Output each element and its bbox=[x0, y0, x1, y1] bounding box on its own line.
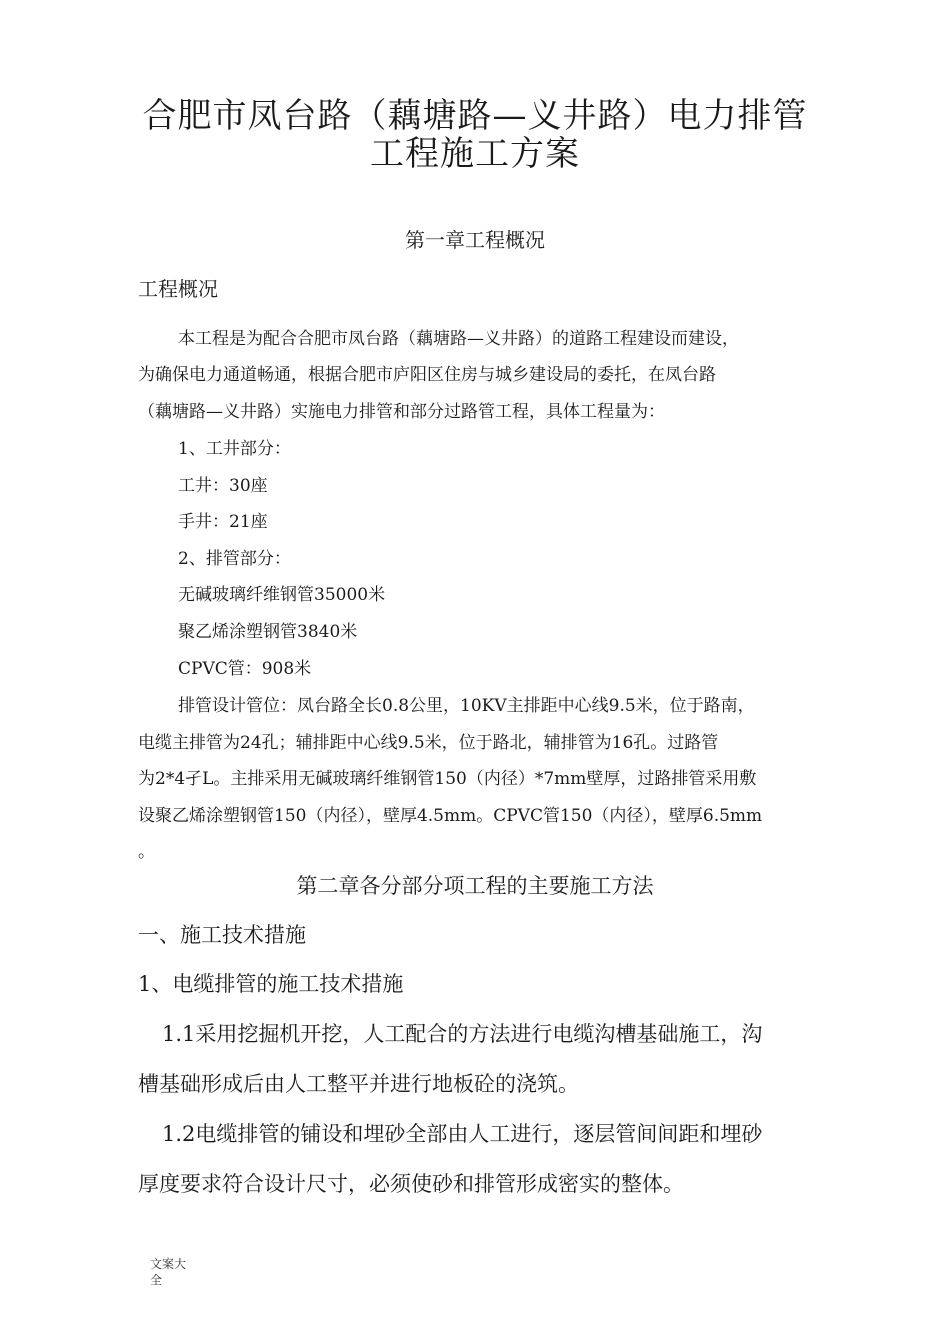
document-title-line2: 工程施工方案 bbox=[370, 134, 580, 174]
chapter2-heading: 第二章各分部分项工程的主要施工方法 bbox=[296, 874, 654, 898]
section-heading-overview: 工程概况 bbox=[138, 277, 218, 301]
page-footer: 文案大全 bbox=[150, 1257, 187, 1287]
document-title-line1: 合肥市凤台路（藕塘路—义井路）电力排管 bbox=[142, 96, 808, 136]
section-heading-tech: 一、施工技术措施 bbox=[138, 923, 306, 947]
clause-line: 槽基础形成后由人工整平并进行地板砼的浇筑。 bbox=[138, 1072, 579, 1096]
paragraph-line: 。 bbox=[138, 842, 155, 862]
paragraph-line: 设聚乙烯涂塑钢管150（内径），壁厚4.5mm。CPVC管150（内径），壁厚6.5mm bbox=[138, 806, 763, 826]
list-item: 1、工井部分： bbox=[178, 439, 291, 459]
list-item: 工井：30座 bbox=[178, 476, 268, 496]
paragraph-line: 为确保电力通道畅通，根据合肥市庐阳区住房与城乡建设局的委托，在凤台路 bbox=[138, 365, 716, 385]
clause-line: 1.1采用挖掘机开挖，人工配合的方法进行电缆沟槽基础施工，沟 bbox=[162, 1022, 763, 1046]
list-item: 2、排管部分： bbox=[178, 549, 291, 569]
paragraph-line: 排管设计管位：凤台路全长0.8公里，10KV主排距中心线9.5米，位于路南， bbox=[178, 696, 755, 716]
list-item: 手井：21座 bbox=[178, 512, 268, 532]
list-item: 无碱玻璃纤维钢管35000米 bbox=[178, 585, 386, 605]
paragraph-line: 电缆主排管为24孔；辅排距中心线9.5米，位于路北，辅排管为16孔。过路管 bbox=[138, 733, 719, 753]
chapter1-heading: 第一章工程概况 bbox=[405, 228, 545, 252]
list-item: CPVC管：908米 bbox=[178, 659, 312, 679]
paragraph-line: 为2*4孑L。主排采用无碱玻璃纤维钢管150（内径）*7mm壁厚，过路排管采用敷 bbox=[138, 769, 757, 789]
subsection-heading-cable: 1、电缆排管的施工技术措施 bbox=[138, 972, 404, 996]
clause-line: 厚度要求符合设计尺寸，必须使砂和排管形成密实的整体。 bbox=[138, 1172, 684, 1196]
paragraph-line: 本工程是为配合合肥市凤台路（藕塘路—义井路）的道路工程建设而建设， bbox=[178, 329, 739, 349]
list-item: 聚乙烯涂塑钢管3840米 bbox=[178, 622, 358, 642]
clause-line: 1.2电缆排管的铺设和埋砂全部由人工进行，逐层管间间距和埋砂 bbox=[162, 1122, 763, 1146]
paragraph-line: （藕塘路—义井路）实施电力排管和部分过路管工程，具体工程量为： bbox=[138, 402, 665, 422]
